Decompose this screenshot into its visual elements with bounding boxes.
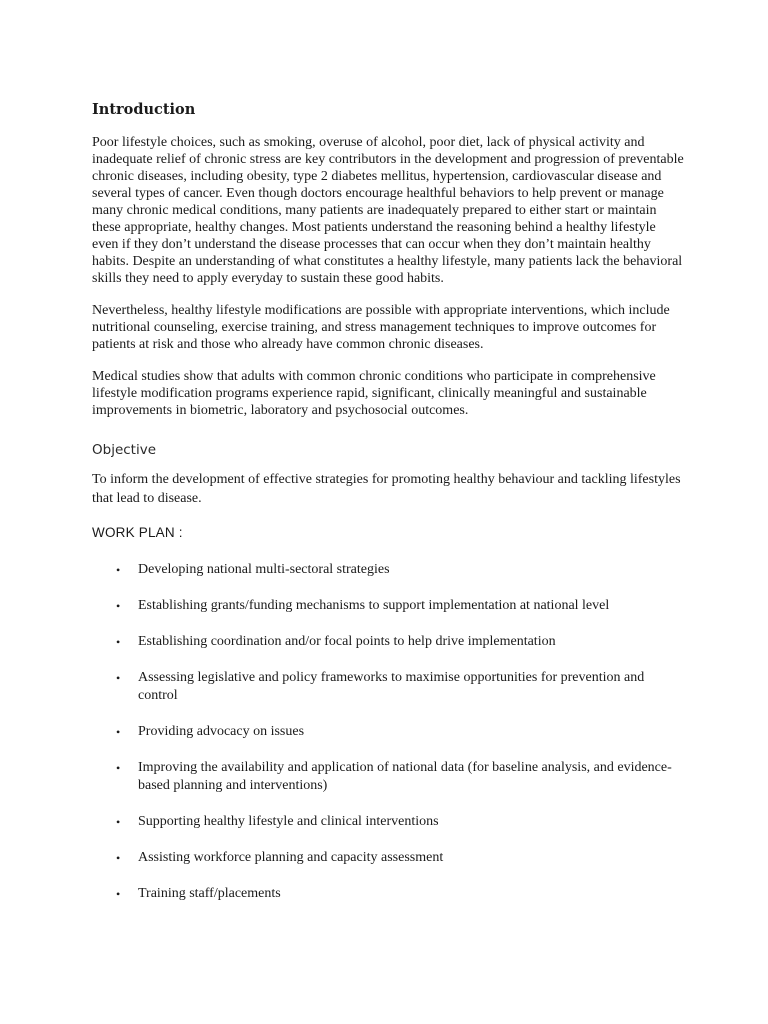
- bullet-icon: •: [116, 635, 121, 649]
- document-page: [92, 100, 684, 921]
- list-item: [92, 561, 684, 579]
- bullet-icon: •: [116, 851, 121, 865]
- list-item-text: Improving the availability and application of national data (for baseline analysis, and evidence-based planning and interventions): [138, 760, 672, 793]
- intro-paragraph-2: Nevertheless, healthy lifestyle modifications are possible with appropriate interventions, which include nutritional counseling, exercise training, and stress management techniques to improve outcomes for patients at risk and those who already have common chronic diseases.: [92, 303, 670, 352]
- objective-heading: Objective: [92, 442, 157, 458]
- list-item: [92, 633, 684, 651]
- list-item: [92, 849, 684, 867]
- list-item: [92, 597, 684, 615]
- bullet-icon: •: [116, 563, 121, 577]
- list-item-text: Developing national multi-sectoral strategies: [138, 562, 390, 577]
- list-item: [92, 669, 684, 705]
- bullet-icon: •: [116, 725, 121, 739]
- work-plan-heading: WORK PLAN :: [92, 525, 183, 540]
- list-item-text: Assessing legislative and policy frameworks to maximise opportunities for prevention and control: [138, 670, 645, 703]
- objective-text: To inform the development of effective strategies for promoting healthy behaviour and tackling lifestyles that lead to disease.: [92, 472, 681, 506]
- list-item-text: Supporting healthy lifestyle and clinical interventions: [138, 814, 439, 829]
- bullet-icon: •: [116, 761, 121, 775]
- intro-heading: Introduction: [92, 101, 196, 118]
- list-item-text: Assisting workforce planning and capacity assessment: [138, 850, 444, 865]
- list-item: [92, 885, 684, 903]
- work-plan-list: [92, 561, 684, 903]
- list-item-text: Providing advocacy on issues: [138, 724, 305, 739]
- list-item: [92, 759, 684, 795]
- list-item-text: Training staff/placements: [138, 886, 281, 901]
- list-item-text: Establishing grants/funding mechanisms to support implementation at national level: [138, 598, 610, 613]
- intro-paragraph-1: Poor lifestyle choices, such as smoking, overuse of alcohol, poor diet, lack of physical activity and inadequate relief of chronic stress are key contributors in the development and progression of preventable chronic diseases, including obesity, type 2 diabetes mellitus, hypertension, cardiovascular disease and several types of cancer. Even though doctors encourage healthful behaviors to help prevent or manage many chronic medical conditions, many patients are inadequately prepared to either start or maintain these appropriate, healthy changes. Most patients understand the reasoning behind a healthy lifestyle even if they don’t understand the disease processes that can occur when they don’t maintain healthy habits. Despite an understanding of what constitutes a healthy lifestyle, many patients lack the behavioral skills they need to apply everyday to sustain these good habits.: [92, 135, 684, 286]
- bullet-icon: •: [116, 599, 121, 613]
- list-item: [92, 723, 684, 741]
- list-item-text: Establishing coordination and/or focal points to help drive implementation: [138, 634, 556, 649]
- bullet-icon: •: [116, 815, 121, 829]
- list-item: [92, 813, 684, 831]
- intro-paragraph-3: Medical studies show that adults with common chronic conditions who participate in comprehensive lifestyle modification programs experience rapid, significant, clinically meaningful and sustainable improvements in biometric, laboratory and psychosocial outcomes.: [92, 369, 656, 418]
- bullet-icon: •: [116, 887, 121, 901]
- bullet-icon: •: [116, 671, 121, 685]
